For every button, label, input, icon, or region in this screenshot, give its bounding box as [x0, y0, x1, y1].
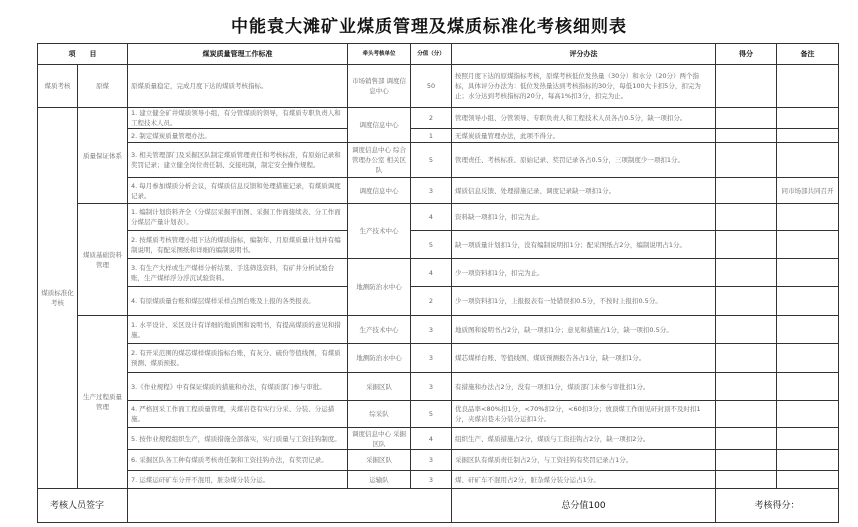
score-cell: 4	[411, 428, 452, 450]
header-unit: 牵头考核单位	[348, 44, 411, 65]
score-cell: 3	[411, 373, 452, 401]
remark-cell: 同市场部共同召开	[777, 178, 839, 204]
unit-cell: 调度信息中心	[348, 178, 411, 204]
standard-cell: 6. 采掘区队各工种有煤质考核责任制和工资挂钩办法，有奖罚记录。	[128, 450, 348, 471]
header-row	[38, 44, 839, 65]
page-title: 中能袁大滩矿业煤质管理及煤质标准化考核细则表	[231, 17, 627, 37]
table-row	[38, 178, 839, 204]
subcategory-cell: 原煤	[78, 65, 128, 108]
category-cell: 煤质考核	[38, 65, 78, 108]
standard-cell: 1. 建立健全矿井煤质领导小组，有分管煤质的领导，有煤质专职负责人和工程技术人员。	[128, 108, 348, 129]
score-cell: 5	[411, 401, 452, 428]
table-row	[38, 143, 839, 178]
unit-cell: 调度信息中心	[348, 108, 411, 143]
score-cell: 3	[411, 316, 452, 344]
unit-cell: 调度信息中心 综合管理办公室 相关区队	[348, 143, 411, 178]
table-row	[38, 287, 839, 316]
got-cell[interactable]	[716, 231, 777, 259]
remark-cell	[777, 231, 839, 259]
remark-cell	[777, 204, 839, 231]
score-cell: 3	[411, 471, 452, 489]
table-row	[38, 450, 839, 471]
header-got: 得分	[716, 44, 777, 65]
standard-cell: 原煤质量稳定，完成月度下达的煤质考核指标。	[128, 65, 348, 108]
score-cell: 5	[411, 143, 452, 178]
standard-cell: 3. 有生产大样或生产煤样分析结果、手选筛选资料，有矿井分析试验台账，生产煤样浮分浮沉试验资料。	[128, 259, 348, 287]
table-row	[38, 129, 839, 143]
unit-cell: 调度信息中心 采掘区队	[348, 428, 411, 450]
subcategory-cell: 生产过程质量管理	[78, 316, 128, 489]
unit-cell: 市场销售部 调度信息中心	[348, 65, 411, 108]
remark-cell	[777, 450, 839, 471]
method-cell: 少一项资料扣1分，上报报表有一处错误扣0.5分，不按时上报扣0.5分。	[452, 287, 716, 316]
standard-cell: 3.《作业规程》中有保证煤质的措施和办法，有煤质部门参与审批。	[128, 373, 348, 401]
score-cell: 2	[411, 108, 452, 129]
standard-cell: 7. 运煤运矸矿车分开不混用，脏杂煤分装分运。	[128, 471, 348, 489]
table-row	[38, 344, 839, 373]
table-row	[38, 373, 839, 401]
result-label[interactable]: 考核得分：	[716, 489, 839, 523]
unit-cell: 综采队	[348, 401, 411, 428]
got-cell[interactable]	[716, 178, 777, 204]
header-remark: 备注	[777, 44, 839, 65]
standard-cell: 5. 按作业规程组织生产，煤质措施全部落实，实行质量与工资挂钩制度。	[128, 428, 348, 450]
standard-cell: 1. 编制计划资料齐全（分煤层采掘平面图、采掘工作面接续表、分工作面分煤层产量计划表）。	[128, 204, 348, 231]
score-cell: 4	[411, 259, 452, 287]
method-cell: 地质图和说明书占2分，缺一项扣1分；意见和措施占1分，缺一项扣0.5分。	[452, 316, 716, 344]
table-row	[38, 259, 839, 287]
got-cell[interactable]	[716, 471, 777, 489]
unit-cell: 采掘区队	[348, 450, 411, 471]
got-cell[interactable]	[716, 108, 777, 129]
assessment-table	[37, 43, 839, 523]
category-cell: 煤质标准化考核	[38, 108, 78, 489]
remark-cell	[777, 65, 839, 108]
got-cell[interactable]	[716, 401, 777, 428]
remark-cell	[777, 471, 839, 489]
subcategory-cell: 煤质基础资料管理	[78, 204, 128, 316]
method-cell: 煤、矸矿车不混用占2分，脏杂煤分装分运占1分。	[452, 471, 716, 489]
table-row	[38, 316, 839, 344]
unit-cell: 生产技术中心	[348, 204, 411, 259]
header-item: 项 目	[38, 44, 128, 65]
remark-cell	[777, 108, 839, 129]
standard-cell: 3. 相关管理部门及采掘区队制定煤质管理责任和考核标准，有原始记录和奖罚记录；建立健全岗位责任制、交接班制，制定安全操作规程。	[128, 143, 348, 178]
standard-cell: 4. 严格回采工作面工程质量管理，夹煤岩巷有实行分采、分装、分运措施。	[128, 401, 348, 428]
subcategory-cell: 质量保证体系	[78, 108, 128, 204]
remark-cell	[777, 344, 839, 373]
score-cell: 4	[411, 204, 452, 231]
got-cell[interactable]	[716, 373, 777, 401]
remark-cell	[777, 143, 839, 178]
method-cell: 组织生产、煤质措施占2分，煤质与工资挂钩占2分，缺一项扣2分。	[452, 428, 716, 450]
score-cell: 2	[411, 287, 452, 316]
got-cell[interactable]	[716, 259, 777, 287]
header-score: 分值（分）	[411, 44, 452, 65]
table-row	[38, 65, 839, 108]
method-cell: 优良品率<80%扣1分，<70%扣2分，<60扣3分；放顶煤工作面见矸封顶不及时扣1分，夹煤岩巷未分装分运扣1分。	[452, 401, 716, 428]
standard-cell: 2. 按煤质考核管理小组下达的煤质指标，编制年、月原煤质量计划并有编制说明，有配采图纸和详细的编制说明书。	[128, 231, 348, 259]
standard-cell: 1. 水平设计、采区设计有详细的地质图和说明书，有提高煤质的意见和措施。	[128, 316, 348, 344]
remark-cell	[777, 428, 839, 450]
got-cell[interactable]	[716, 450, 777, 471]
unit-cell: 生产技术中心	[348, 316, 411, 344]
total-label: 总分值100	[452, 489, 716, 523]
header-standard: 煤炭质量管理工作标准	[128, 44, 348, 65]
table-row	[38, 108, 839, 129]
standard-cell: 2. 制定煤炭质量管理办法。	[128, 129, 348, 143]
got-cell[interactable]	[716, 316, 777, 344]
score-cell: 5	[411, 231, 452, 259]
method-cell: 少一项资料扣1分，扣完为止。	[452, 259, 716, 287]
score-cell: 3	[411, 344, 452, 373]
sign-field[interactable]	[128, 489, 452, 523]
remark-cell	[777, 373, 839, 401]
got-cell[interactable]	[716, 129, 777, 143]
method-cell: 资料缺一项扣1分，扣完为止。	[452, 204, 716, 231]
sign-label: 考核人员签字	[38, 489, 128, 523]
score-cell: 50	[411, 65, 452, 108]
unit-cell: 地测防治水中心	[348, 259, 411, 316]
method-cell: 管理责任、考核标准、原始记录、奖罚记录各占0.5分，三项制度少一项扣1分。	[452, 143, 716, 178]
standard-cell: 4. 有原煤质量台账和煤层煤样采样点图台账及上报的各类报表。	[128, 287, 348, 316]
table-row	[38, 401, 839, 428]
score-cell: 3	[411, 450, 452, 471]
method-cell: 采掘区队有煤质责任制占2分，与工资挂钩有奖罚记录占1分。	[452, 450, 716, 471]
table-row	[38, 471, 839, 489]
got-cell[interactable]	[716, 143, 777, 178]
method-cell: 无煤炭质量管理办法，此项不得分。	[452, 129, 716, 143]
got-cell[interactable]	[716, 287, 777, 316]
remark-cell	[777, 287, 839, 316]
score-cell: 1	[411, 129, 452, 143]
standard-cell: 2. 有开采范围的煤芯煤样煤质指标台账，有灰分、硫份等值线图，有煤质预测、煤质预报。	[128, 344, 348, 373]
score-cell: 3	[411, 178, 452, 204]
got-cell[interactable]	[716, 428, 777, 450]
got-cell[interactable]	[716, 344, 777, 373]
table-row	[38, 428, 839, 450]
method-cell: 有措施和办法占2分，没有一项扣1分，煤质部门未参与审批扣1分。	[452, 373, 716, 401]
standard-cell: 4. 每月参加煤质分析会议，有煤质信息反馈和处理措施记录，有煤质调度记录。	[128, 178, 348, 204]
remark-cell	[777, 129, 839, 143]
unit-cell: 运输队	[348, 471, 411, 489]
remark-cell	[777, 401, 839, 428]
unit-cell: 采掘区队	[348, 373, 411, 401]
table-row	[38, 204, 839, 231]
remark-cell	[777, 259, 839, 287]
footer-row	[38, 489, 839, 523]
got-cell[interactable]	[716, 204, 777, 231]
unit-cell: 地测防治水中心	[348, 344, 411, 373]
method-cell: 管理领导小组、分管领导、专职负责人和工程技术人员各占0.5分，缺一项扣分。	[452, 108, 716, 129]
method-cell: 按照月度下达的原煤指标考核，原煤考核低位发热量（30分）和水分（20分）两个指标，具体评分办法为：低位发热量达到考核指标的30分，每低100大卡扣5分，扣完为止；水分达到考核指标的20分，每高1%扣3分，扣完为止。	[452, 65, 716, 108]
method-cell: 煤芯煤样台账、等值线图、煤质预测报告各占1分，缺一项扣1分。	[452, 344, 716, 373]
remark-cell	[777, 316, 839, 344]
method-cell: 煤质信息反馈、处理措施记录、调度记录缺一项扣1分。	[452, 178, 716, 204]
table-row	[38, 231, 839, 259]
got-cell[interactable]	[716, 65, 777, 108]
header-method: 评分办法	[452, 44, 716, 65]
method-cell: 缺一项质量计划扣1分，没有编制说明扣1分；配采图纸占2分，编制说明占1分。	[452, 231, 716, 259]
